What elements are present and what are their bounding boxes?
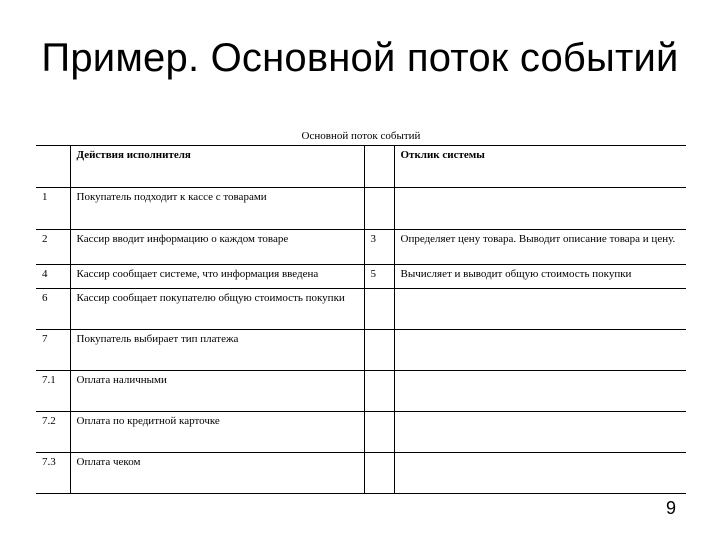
- header-number-cell: [36, 146, 70, 188]
- system-response: Вычисляет и выводит общую стоимость покупки: [394, 265, 686, 289]
- step-number: 7.2: [36, 412, 70, 453]
- table-row: [36, 188, 686, 230]
- step-number: [364, 371, 394, 412]
- page-number: 9: [665, 498, 676, 518]
- step-number: [364, 188, 394, 230]
- table-row: [36, 371, 686, 412]
- step-number: 4: [36, 265, 70, 289]
- actor-action: Кассир вводит информацию о каждом товаре: [70, 230, 364, 265]
- step-number: [364, 289, 394, 330]
- actor-action: Кассир сообщает системе, что информация введена: [70, 265, 364, 289]
- table-row: [36, 412, 686, 453]
- step-number: [364, 330, 394, 371]
- step-number: [364, 412, 394, 453]
- table-row: [36, 265, 686, 289]
- actor-action: Покупатель выбирает тип платежа: [70, 330, 364, 371]
- actor-action: Кассир сообщает покупателю общую стоимость покупки: [70, 289, 364, 330]
- system-response: [394, 188, 686, 230]
- table-row: [36, 289, 686, 330]
- actor-action: Оплата чеком: [70, 453, 364, 494]
- slide-title: Пример. Основной поток событий: [41, 36, 679, 80]
- header-actor-actions: Действия исполнителя: [70, 146, 364, 188]
- header-system-response: Отклик системы: [394, 146, 686, 188]
- actor-action: Покупатель подходит к кассе с товарами: [70, 188, 364, 230]
- system-response: [394, 289, 686, 330]
- step-number: [364, 453, 394, 494]
- step-number: 6: [36, 289, 70, 330]
- actor-action: Оплата наличными: [70, 371, 364, 412]
- step-number: 5: [364, 265, 394, 289]
- step-number: 7: [36, 330, 70, 371]
- system-response: [394, 453, 686, 494]
- table-header-row: [36, 146, 686, 188]
- system-response: [394, 330, 686, 371]
- step-number: 1: [36, 188, 70, 230]
- table-caption: Основной поток событий: [301, 130, 421, 142]
- step-number: 7.3: [36, 453, 70, 494]
- step-number: 2: [36, 230, 70, 265]
- main-flow-table: [36, 145, 686, 494]
- system-response: [394, 412, 686, 453]
- table-row: [36, 230, 686, 265]
- table-row: [36, 330, 686, 371]
- header-number-cell: [364, 146, 394, 188]
- step-number: 7.1: [36, 371, 70, 412]
- system-response: Определяет цену товара. Выводит описание товара и цену.: [394, 230, 686, 265]
- actor-action: Оплата по кредитной карточке: [70, 412, 364, 453]
- step-number: 3: [364, 230, 394, 265]
- system-response: [394, 371, 686, 412]
- table-row: [36, 453, 686, 494]
